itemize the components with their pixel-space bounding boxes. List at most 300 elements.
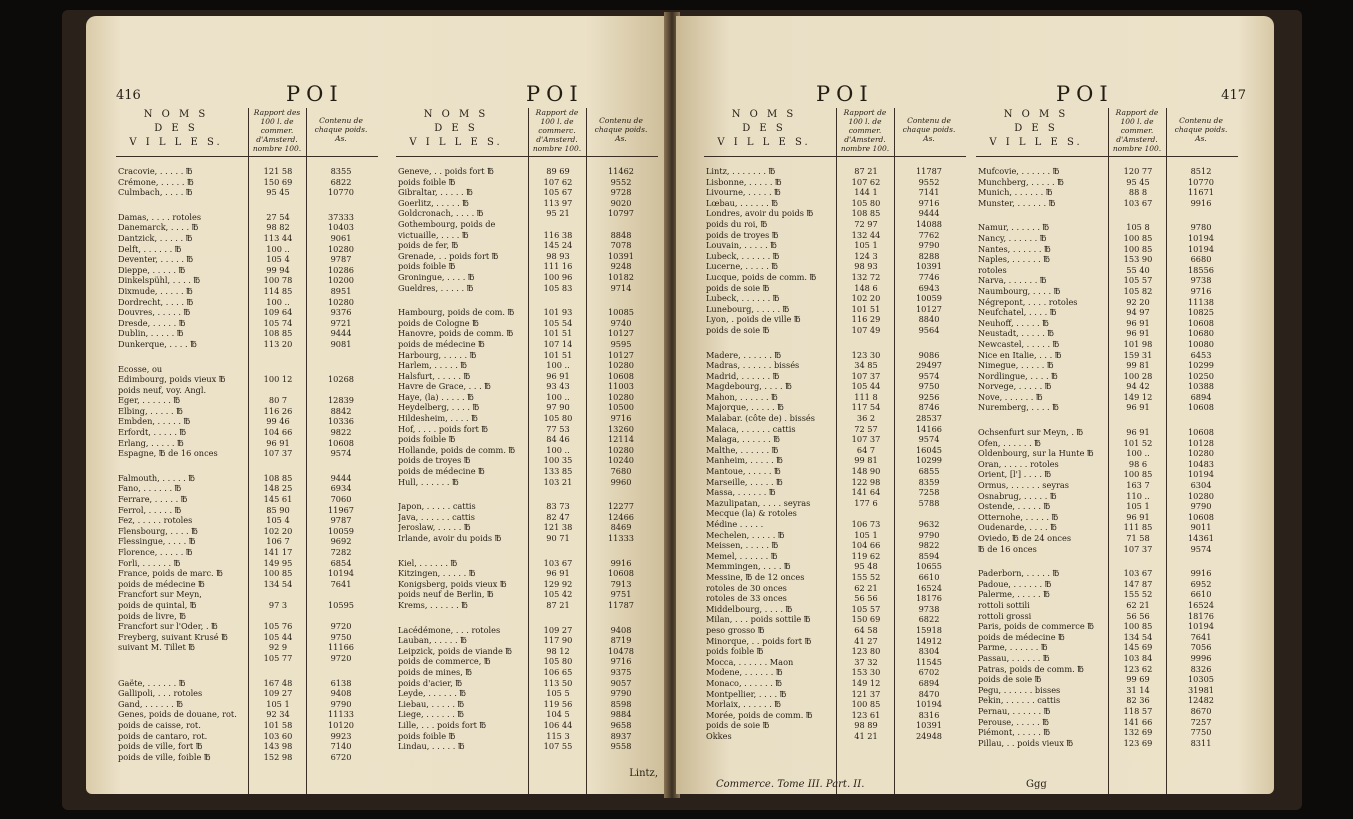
ratio-value: 134 54 xyxy=(263,578,293,589)
table-row xyxy=(704,625,966,636)
ratio-value: 109 27 xyxy=(263,688,293,699)
table-row xyxy=(396,307,658,318)
table-row xyxy=(396,413,658,424)
city-name: Pegu, . . . . . . bisses xyxy=(978,684,1061,695)
contents-value: 7641 xyxy=(330,578,352,589)
table-row xyxy=(396,187,658,198)
ratio-value: 101 51 xyxy=(543,328,573,339)
city-name: Naumbourg, . . . . ℔ xyxy=(978,285,1061,296)
table-row xyxy=(704,392,966,403)
table-row xyxy=(396,656,658,667)
table-row xyxy=(116,427,378,438)
contents-value: 10059 xyxy=(327,525,355,536)
contents-value: 8594 xyxy=(918,550,940,561)
table-row xyxy=(116,275,378,286)
contents-value: 10478 xyxy=(607,645,635,656)
table-row xyxy=(396,272,658,283)
page-number: 417 xyxy=(1221,88,1246,103)
contents-value: 9750 xyxy=(918,381,940,392)
contents-value: 9916 xyxy=(1190,568,1212,579)
contents-value: 9787 xyxy=(330,515,352,526)
header-name-line: D E S xyxy=(742,123,786,134)
contents-value: 11166 xyxy=(327,642,355,653)
city-name: Memel, . . . . . . ℔ xyxy=(706,550,778,561)
ratio-value: 100 28 xyxy=(1123,370,1153,381)
contents-value: 9444 xyxy=(918,208,940,219)
city-name: Ormus, . . . . . . seyras xyxy=(978,480,1069,491)
table-row xyxy=(704,551,966,562)
city-name: Hollande, poids de comm. ℔ xyxy=(398,444,516,455)
city-name: Delft, . . . . . . ℔ xyxy=(118,243,182,254)
city-name: Flensbourg, . . . . ℔ xyxy=(118,525,198,536)
ratio-value: 31 14 xyxy=(1126,684,1150,695)
table-row xyxy=(396,208,658,219)
ratio-value: 133 85 xyxy=(543,466,573,477)
ratio-value: 107 14 xyxy=(543,338,573,349)
ratio-value: 148 25 xyxy=(263,483,293,494)
city-name: Dunkerque, . . . . ℔ xyxy=(118,338,197,349)
city-name: poids de soie ℔ xyxy=(978,674,1042,685)
ratio-value: 123 61 xyxy=(851,709,881,720)
city-name: Lille, . . . poids fort ℔ xyxy=(398,719,487,730)
ratio-value: 105 67 xyxy=(543,187,573,198)
table-rows xyxy=(704,166,966,741)
table-row xyxy=(396,688,658,699)
ratio-value: 111 16 xyxy=(543,261,573,272)
table-row xyxy=(704,699,966,710)
city-name: Morée, poids de comm. ℔ xyxy=(706,709,813,720)
table-row xyxy=(704,561,966,572)
contents-value: 6855 xyxy=(918,466,940,477)
contents-value: 10299 xyxy=(915,455,943,466)
ratio-value: 117 90 xyxy=(543,635,573,646)
contents-value: 9714 xyxy=(610,282,632,293)
city-name: Konigsberg, poids vieux ℔ xyxy=(398,578,507,589)
city-name: rottoli sottili xyxy=(978,599,1030,610)
table-row xyxy=(116,244,378,255)
ratio-value: 98 93 xyxy=(546,250,570,261)
contents-value: 8719 xyxy=(610,635,632,646)
contents-value: 12466 xyxy=(607,511,635,522)
contents-value: 7258 xyxy=(918,487,940,498)
ratio-value: 118 57 xyxy=(1123,705,1153,716)
ratio-value: 101 51 xyxy=(543,349,573,360)
ratio-value: 80 7 xyxy=(268,395,288,406)
contents-value: 10608 xyxy=(1187,427,1215,438)
ratio-value: 100 85 xyxy=(1123,621,1153,632)
ratio-value: 103 67 xyxy=(1123,197,1153,208)
city-name: Milan, . . . poids sottile ℔ xyxy=(706,614,811,625)
ratio-value: 96 91 xyxy=(546,568,570,579)
ratio-value: 95 45 xyxy=(1126,176,1150,187)
column-header xyxy=(116,108,378,157)
table-row xyxy=(116,374,378,385)
city-name: Malaga, . . . . . . ℔ xyxy=(706,434,781,445)
table-row xyxy=(116,212,378,223)
table-column xyxy=(976,108,1238,794)
city-name: Morlaix, . . . . . . ℔ xyxy=(706,699,782,710)
contents-value: 10770 xyxy=(327,187,355,198)
city-name: poids de soie ℔ xyxy=(706,324,770,335)
table-row xyxy=(704,314,966,325)
contents-value: 14361 xyxy=(1187,533,1215,543)
table-row xyxy=(116,494,378,505)
ratio-value: 96 91 xyxy=(266,437,290,448)
ratio-value: 105 4 xyxy=(266,515,290,526)
city-name: Munich, . . . . . . ℔ xyxy=(978,187,1053,198)
table-row xyxy=(116,664,378,678)
contents-value: 6680 xyxy=(1190,254,1212,265)
contents-value: 10608 xyxy=(1187,317,1215,328)
table-row xyxy=(704,230,966,241)
contents-value: 6610 xyxy=(1190,589,1212,600)
contents-value: 6610 xyxy=(918,571,940,582)
city-name: Java, . . . . . . cattis xyxy=(398,511,475,522)
table-row xyxy=(704,498,966,509)
contents-value: 13260 xyxy=(607,423,635,434)
table-row xyxy=(116,286,378,297)
table-column xyxy=(116,108,378,794)
city-name: Minorque, . . poids fort ℔ xyxy=(706,635,812,646)
contents-value: 10595 xyxy=(327,599,355,610)
contents-value: 9996 xyxy=(1190,652,1212,663)
ratio-value: 103 21 xyxy=(543,476,573,487)
table-row xyxy=(116,589,378,600)
contents-value: 7762 xyxy=(918,229,940,240)
contents-value: 10797 xyxy=(607,208,635,219)
table-row xyxy=(396,219,658,230)
ratio-value: 116 38 xyxy=(543,229,573,240)
contents-value: 10655 xyxy=(915,561,943,572)
table-row xyxy=(396,371,658,382)
table-column xyxy=(704,108,966,794)
contents-value: 9020 xyxy=(610,197,632,208)
city-name: poids d'acier, ℔ xyxy=(398,677,463,688)
city-name: Mazulipatan, . . . . seyras xyxy=(706,497,811,508)
ratio-value: 120 77 xyxy=(1123,166,1153,176)
ratio-value: 62 21 xyxy=(1126,599,1150,610)
contents-value: 8840 xyxy=(918,314,940,325)
contents-value: 9822 xyxy=(330,427,352,438)
table-row xyxy=(704,466,966,477)
table-row xyxy=(704,731,966,742)
contents-value: 8355 xyxy=(330,166,352,176)
table-row xyxy=(396,477,658,488)
city-name: Munster, . . . . . . ℔ xyxy=(978,197,1056,208)
contents-value: 6702 xyxy=(918,667,940,678)
contents-value: 10280 xyxy=(1187,490,1215,501)
left-page xyxy=(86,16,668,794)
ratio-value: 132 69 xyxy=(1123,727,1153,738)
column-header xyxy=(704,108,966,157)
city-name: Mecque (la) & rotoles xyxy=(706,508,797,519)
city-name: Perouse, . . . . . ℔ xyxy=(978,716,1050,727)
ratio-value: 100 85 xyxy=(1123,469,1153,480)
city-name: Erlang, . . . . . ℔ xyxy=(118,437,184,448)
city-name: victuaille, . . . . ℔ xyxy=(398,229,469,240)
city-name: Haye, (la) . . . . . ℔ xyxy=(398,391,474,402)
header-name-line: N O M S xyxy=(731,109,797,120)
ratio-value: 101 52 xyxy=(1123,437,1153,448)
ratio-value: 95 21 xyxy=(546,208,570,219)
table-row xyxy=(116,720,378,731)
table-row xyxy=(704,381,966,392)
table-row xyxy=(396,166,658,177)
city-name: Danemarck, . . . . ℔ xyxy=(118,222,199,233)
ratio-value: 87 21 xyxy=(546,599,570,610)
ratio-value: 103 84 xyxy=(1123,652,1153,663)
contents-value: 6894 xyxy=(918,677,940,688)
table-row xyxy=(116,547,378,558)
contents-value: 9787 xyxy=(330,254,352,265)
ratio-value: 83 73 xyxy=(546,501,570,512)
contents-value: 11967 xyxy=(327,504,355,515)
ratio-value: 92 20 xyxy=(1126,296,1150,307)
contents-value: 6854 xyxy=(330,557,352,568)
city-name: Magdebourg, . . . . ℔ xyxy=(706,381,792,392)
table-row xyxy=(976,265,1238,276)
table-row xyxy=(976,695,1238,706)
contents-value: 11787 xyxy=(607,599,635,610)
ratio-value: 129 92 xyxy=(543,578,573,589)
ratio-value: 163 7 xyxy=(1126,480,1150,491)
ratio-value: 148 90 xyxy=(851,466,881,477)
contents-value: 10200 xyxy=(327,275,355,286)
table-row xyxy=(396,230,658,241)
ratio-value: 113 20 xyxy=(263,338,293,349)
contents-value: 10194 xyxy=(915,699,943,710)
table-row xyxy=(704,710,966,721)
city-name: Piémont, . . . . . ℔ xyxy=(978,727,1051,738)
contents-value: 9750 xyxy=(330,631,352,642)
city-name: Nimegue, . . . . . ℔ xyxy=(978,360,1054,371)
table-row xyxy=(396,339,658,350)
ratio-value: 99 81 xyxy=(1126,360,1150,371)
table-row xyxy=(976,413,1238,427)
contents-value: 9790 xyxy=(330,698,352,709)
ratio-value: 89 69 xyxy=(546,166,570,176)
ratio-value: 105 4 xyxy=(266,254,290,265)
header-name-line: D E S xyxy=(434,123,478,134)
ratio-value: 104 5 xyxy=(546,709,570,720)
ratio-value: 105 42 xyxy=(543,589,573,600)
header-name-line: N O M S xyxy=(423,109,489,120)
contents-value: 9780 xyxy=(1190,222,1212,233)
city-name: Francfort sur Meyn, xyxy=(118,589,202,600)
city-name: Oran, . . . . . rotoles xyxy=(978,458,1059,469)
table-row xyxy=(396,501,658,512)
city-name: Pekin, . . . . . . cattis xyxy=(978,695,1061,706)
table-row xyxy=(116,558,378,569)
table-row xyxy=(396,589,658,600)
ratio-value: 105 1 xyxy=(854,529,878,540)
table-row xyxy=(976,381,1238,392)
table-row xyxy=(704,487,966,498)
ratio-value: 100 85 xyxy=(851,699,881,710)
table-row xyxy=(704,583,966,594)
ratio-value: 150 69 xyxy=(263,176,293,187)
ratio-value: 105 54 xyxy=(543,317,573,328)
ratio-value: 102 20 xyxy=(851,293,881,304)
contents-value: 9822 xyxy=(918,540,940,551)
contents-value: 7641 xyxy=(1190,631,1212,642)
table-row xyxy=(976,600,1238,611)
city-name: rotoles de 33 onces xyxy=(706,593,787,604)
city-name: Parme, . . . . . . ℔ xyxy=(978,642,1048,653)
city-name: Massa, . . . . . . ℔ xyxy=(706,487,776,498)
table-row xyxy=(396,487,658,501)
city-name: Lucerne, . . . . . ℔ xyxy=(706,261,779,272)
ratio-value: 145 69 xyxy=(1123,642,1153,653)
contents-value: 9564 xyxy=(918,324,940,335)
contents-value: 5788 xyxy=(918,497,940,508)
contents-value: 10299 xyxy=(1187,360,1215,371)
city-name: Munchberg, . . . . . ℔ xyxy=(978,176,1064,187)
city-name: Lucque, poids de comm. ℔ xyxy=(706,271,817,282)
table-row xyxy=(396,720,658,731)
city-name: Neuhoff, . . . . . ℔ xyxy=(978,317,1049,328)
table-row xyxy=(116,350,378,364)
ratio-value: 106 7 xyxy=(266,536,290,547)
table-row xyxy=(976,621,1238,632)
city-name: Goerlitz, . . . . . ℔ xyxy=(398,197,469,208)
city-name: poids de livre, ℔ xyxy=(118,610,187,621)
table-row xyxy=(704,530,966,541)
ratio-value: 97 90 xyxy=(546,402,570,413)
ratio-value: 105 82 xyxy=(1123,285,1153,296)
contents-value: 10388 xyxy=(1187,381,1215,392)
table-row xyxy=(116,177,378,188)
table-row xyxy=(976,579,1238,590)
table-row xyxy=(396,741,658,752)
table-row xyxy=(116,307,378,318)
city-name: Mantoue, . . . . . ℔ xyxy=(706,466,781,477)
header-name-line: V I L L E S. xyxy=(989,137,1083,148)
table-row xyxy=(976,589,1238,600)
contents-value: 10280 xyxy=(327,243,355,254)
running-head: POI xyxy=(526,82,584,106)
contents-value: 7913 xyxy=(610,578,632,589)
city-name: Monaco, . . . . . . ℔ xyxy=(706,677,783,688)
city-name: Middelbourg, . . . . ℔ xyxy=(706,603,793,614)
contents-value: 8512 xyxy=(1190,166,1212,176)
city-name: poids de soie ℔ xyxy=(706,720,770,731)
city-name: poids de médecine ℔ xyxy=(978,631,1065,642)
contents-value: 6304 xyxy=(1190,480,1212,491)
ratio-value: 100 .. xyxy=(266,296,290,307)
city-name: Dublin, . . . . . ℔ xyxy=(118,328,184,339)
table-row xyxy=(116,536,378,547)
contents-value: 18176 xyxy=(915,593,943,604)
table-row xyxy=(116,731,378,742)
city-name: Louvain, . . . . . ℔ xyxy=(706,240,777,251)
ratio-value: 56 56 xyxy=(854,593,878,604)
contents-value: 11333 xyxy=(607,533,635,543)
table-row xyxy=(396,402,658,413)
city-name: Liebau, . . . . . ℔ xyxy=(398,698,465,709)
contents-value: 10500 xyxy=(607,402,635,413)
ratio-value: 141 17 xyxy=(263,547,293,557)
contents-value: 10391 xyxy=(607,250,635,261)
city-name: Flessingue, . . . . ℔ xyxy=(118,536,196,547)
table-row xyxy=(396,283,658,294)
footer: Commerce. Tome III. Part. II. xyxy=(716,779,865,790)
header-ratio: Rapport des 100 l. de commer. d'Amsterd. nombre 100. xyxy=(252,108,302,153)
contents-value: 10128 xyxy=(1187,437,1215,448)
table-row xyxy=(976,685,1238,696)
table-row xyxy=(976,233,1238,244)
city-name: suivant M. Tillet ℔ xyxy=(118,642,196,653)
contents-value: 9011 xyxy=(1190,522,1212,533)
ratio-value: 119 62 xyxy=(851,550,881,561)
ratio-value: 101 93 xyxy=(543,307,573,318)
ratio-value: 119 56 xyxy=(543,698,573,709)
contents-value: 9790 xyxy=(918,529,940,540)
ratio-value: 98 12 xyxy=(546,645,570,656)
ratio-value: 96 91 xyxy=(1126,427,1150,438)
contents-value: 6952 xyxy=(1190,578,1212,589)
table-row xyxy=(976,208,1238,222)
table-row xyxy=(704,636,966,647)
city-name: Gallipoli, . . . rotoles xyxy=(118,688,203,699)
contents-value: 10120 xyxy=(327,719,355,730)
ratio-value: 98 93 xyxy=(854,261,878,272)
city-name: Fez, . . . . . rotoles xyxy=(118,515,193,526)
city-name: Ostende, . . . . . ℔ xyxy=(978,501,1051,512)
contents-value: 10336 xyxy=(327,416,355,427)
table-row xyxy=(704,325,966,336)
contents-value: 9444 xyxy=(330,472,352,483)
ratio-value: 122 98 xyxy=(851,476,881,487)
city-name: Hildesheim, . . . . ℔ xyxy=(398,413,478,424)
city-name: Erfordt, . . . . . ℔ xyxy=(118,427,187,438)
ratio-value: 64 58 xyxy=(854,624,878,635)
ratio-value: 149 95 xyxy=(263,557,293,568)
city-name: Gibraltar, . . . . . ℔ xyxy=(398,187,473,198)
ratio-value: 106 65 xyxy=(543,666,573,677)
contents-value: 8288 xyxy=(918,250,940,261)
contents-value: 6720 xyxy=(330,751,352,762)
ratio-value: 149 12 xyxy=(1123,391,1153,402)
ratio-value: 107 37 xyxy=(1123,543,1153,554)
running-head: POI xyxy=(286,82,344,106)
ratio-value: 103 60 xyxy=(263,730,293,741)
contents-value: 10286 xyxy=(327,264,355,275)
city-name: Ecosse, ou xyxy=(118,363,163,374)
contents-value: 10403 xyxy=(327,222,355,233)
city-name: poids de commerce, ℔ xyxy=(398,656,491,667)
contents-value: 9408 xyxy=(610,624,632,635)
table-row xyxy=(704,434,966,445)
ratio-value: 90 71 xyxy=(546,533,570,543)
ratio-value: 177 6 xyxy=(854,497,878,508)
ratio-value: 105 57 xyxy=(1123,275,1153,286)
contents-value: 11545 xyxy=(915,656,943,667)
city-name: Geneve, . . poids fort ℔ xyxy=(398,166,494,176)
contents-value: 10280 xyxy=(1187,448,1215,459)
city-name: poids de quintal, ℔ xyxy=(118,599,197,610)
ratio-value: 96 91 xyxy=(1126,402,1150,413)
contents-value: 9960 xyxy=(610,476,632,487)
ratio-value: 100 12 xyxy=(263,374,293,385)
city-name: poids foible ℔ xyxy=(398,730,456,741)
contents-value: 10127 xyxy=(915,303,943,314)
contents-value: 16524 xyxy=(915,582,943,593)
ratio-value: 34 85 xyxy=(854,360,878,371)
contents-value: 8304 xyxy=(918,646,940,657)
ratio-value: 105 8 xyxy=(1126,222,1150,233)
city-name: Gueldres, . . . . . ℔ xyxy=(398,282,474,293)
